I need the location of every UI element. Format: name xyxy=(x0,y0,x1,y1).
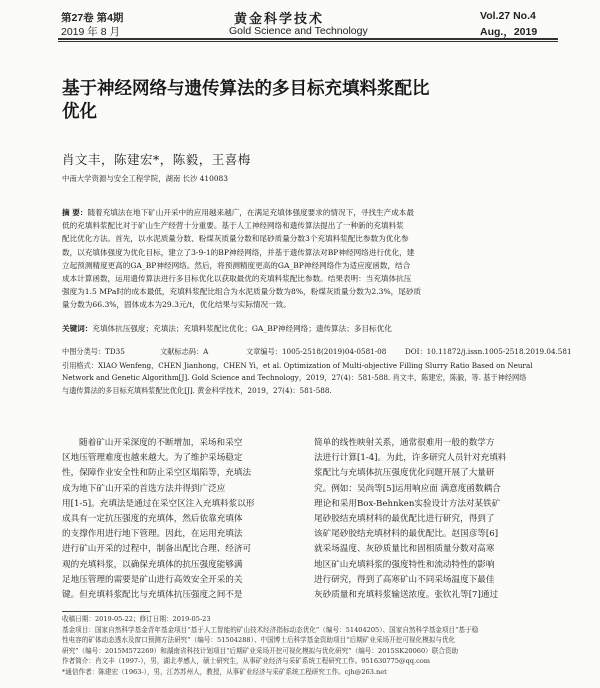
footnote-corresponding: *通信作者：陈建宏（1963-），男，江苏苏州人，教授，从事矿业经济与采矿系统工程研究工作。cjh@263.net xyxy=(62,667,387,676)
journal-title-cn: 黄金科学技术 xyxy=(234,12,325,27)
footnote-rule xyxy=(62,611,150,612)
body-line: 成为地下矿山开采的首选方法并得到广泛应 xyxy=(62,483,226,494)
keywords-label: 关键词： xyxy=(62,324,93,333)
body-line: 进行矿山开采的过程中，制备出配比合理、经济可 xyxy=(62,544,252,555)
citation-line: 与遗传算法的多目标充填料浆配比优化[J]. 黄金科学技术，2019，27(4)：581-588. xyxy=(62,385,332,395)
abstract-line: 成本计算函数，运用遗传算法进行多目标优化以获取最优的充填料浆配比参数。结果表明：当充填体抗压 xyxy=(62,274,412,284)
article-number: 文章编号：1005-2518(2019)04-0581-08 xyxy=(246,347,387,356)
footnote-received: 收稿日期：2019-05-22；修订日期：2019-05-23 xyxy=(62,615,211,623)
footnote-funding-cont: 研究”（编号：2015M572269）和湖南省科技计划项目“后期矿业采场开挖可视化模拟与优化研究”（编号：2015SK20060）联合资助 xyxy=(62,646,459,655)
abstract-line: 数，以充填体强度为优化目标，建立了3-9-1的BP神经网络，并基于遗传算法对BP神经网络进行优化，建 xyxy=(62,247,415,257)
keywords-text: 充填体抗压强度；充填法；充填料浆配比优化；GA_BP神经网络；遗传算法；多目标优化 xyxy=(92,324,392,333)
paper-title-line-2: 优化 xyxy=(62,102,97,122)
abstract-label: 摘 要： xyxy=(62,208,88,217)
body-line: 该矿尾砂胶结充填材料的最优配比。赵国彦等[6] xyxy=(314,529,499,540)
body-line: 足地压管理的需要是矿山进行高效安全开采的关 xyxy=(62,574,243,585)
date-en: Aug.，2019 xyxy=(480,26,538,38)
body-line: 观的充填料浆，以确保充填体的抗压强度能够满 xyxy=(62,559,243,570)
abstract-line: 立起预测精度更高的GA_BP神经网络。然后，将预测精度更高的GA_BP神经网络作为适应度函数，结合 xyxy=(62,260,411,270)
body-line: 理论和采用Box-Behnken实验设计方法对某铁矿 xyxy=(314,498,501,509)
keywords xyxy=(62,322,558,335)
body-line: 随着矿山开采深度的不断增加，采场和采空 xyxy=(79,438,243,448)
footnotes xyxy=(62,614,558,678)
body-line: 性，保障作业安全性和防止采空区塌陷等，充填法 xyxy=(62,468,252,479)
body-line: 法进行计算[1-4]。为此，许多研究人员针对充填料 xyxy=(314,453,507,464)
body-line: 进行研究，得到了高寒矿山不同采场温度下最佳 xyxy=(314,574,495,585)
body-line: 用[1-5]。充填法是通过在采空区注入充填料浆以形 xyxy=(62,498,255,509)
citation-line: 引用格式：XIAO Wenfeng，CHEN Jianhong，CHEN Yi，et al. Optimization of Multi-objective Filling Slurry Ratio Based on Neural xyxy=(62,361,533,370)
header-rule-thin xyxy=(58,41,558,42)
body-left-column xyxy=(62,436,300,603)
body-line: 尾砂胶结充填材料的最优配比进行研究，得到了 xyxy=(314,514,495,525)
body-line: 地区矿山充填料浆的强度特性和流动特性的影响 xyxy=(314,559,495,570)
body-line: 究。例如：吴尚等[5]运用响应面 满意度函数耦合 xyxy=(314,483,501,494)
abstract xyxy=(62,206,558,312)
header-rule xyxy=(58,38,558,40)
body-line: 键。但充填料浆配比与充填体抗压强度之间不是 xyxy=(62,590,243,601)
body-line: 就采场温度、灰砂质量比和固相质量分数对高寒 xyxy=(314,544,495,555)
body-line: 简单的线性映射关系，通常很难用一般的数学方 xyxy=(314,438,495,448)
footnote-funding-cont: 性电容的矿体动态透水及窗口预测方法研究”（编号：51504288）、中国博士后科学基金资助项目“后期矿业采场开挖可视化模拟与优化 xyxy=(62,636,456,645)
citation xyxy=(62,360,558,397)
clc-number: 中图分类号：TD35 xyxy=(62,347,125,356)
citation-line: Network and Genetic Algorithm[J]. Gold Science and Technology，2019，27(4)：581-588. 肖文丰，陈建宏，陈毅，等. 基于神经网络 xyxy=(62,373,527,383)
abstract-line: 强度为1.5 MPa时的成本最低，充填料浆配比组合为水泥质量分数为8%，粉煤灰质量分数为2.3%，尾砂质 xyxy=(62,287,422,297)
date-cn: 2019 年 8 月 xyxy=(61,26,120,38)
body-line: 灰砂质量和充填料浆输送浓度。张钦礼等[7]通过 xyxy=(314,590,499,601)
footnote-author-bio: 作者简介：肖文丰（1997-），男，湖北孝感人，硕士研究生，从事矿业经济与采矿系统工程研究工作。951630775@qq.com xyxy=(62,657,431,666)
body-line: 浆配比与充填体抗压强度优化问题开展了大量研 xyxy=(314,468,495,479)
journal-title-en: Gold Science and Technology xyxy=(229,25,368,37)
body-line: 成具有一定抗压强度的充填体，然后依靠充填体 xyxy=(62,514,243,525)
paper-title-line-1: 基于神经网络与遗传算法的多目标充填料浆配比 xyxy=(62,79,430,99)
body-right-column xyxy=(314,436,558,603)
doi: DOI：10.11872/j.issn.1005-2518.2019.04.581 xyxy=(405,347,572,356)
footnote-funding: 基金项目：国家自然科学基金青年基金项目“基于人工智能的矿山技术经济指标动态优化”（编号：51404205）、国家自然科学基金项目“基于稳 xyxy=(62,625,479,634)
volume-issue-en: Vol.27 No.4 xyxy=(480,10,536,22)
abstract-line: 量分数为66.3%，固体成本为29.3元/t，优化结果与实际情况一致。 xyxy=(62,300,291,310)
document-code: 文献标志码：A xyxy=(160,347,209,356)
abstract-line: 摘 要：随着充填法在地下矿山开采中的应用越来越广，在满足充填体强度要求的情况下，寻找生产成本最 xyxy=(62,208,414,217)
volume-issue-cn: 第27卷 第4期 xyxy=(61,12,124,24)
body-line: 的支撑作用进行地下管理。因此，在运用充填法 xyxy=(62,529,243,540)
affiliation: 中南大学资源与安全工程学院，湖南 长沙 410083 xyxy=(62,174,228,183)
abstract-line: 配比优化方法。首先，以水泥质量分数、粉煤灰质量分数和尾砂质量分数3个充填料浆配比参数为优化参 xyxy=(62,234,409,244)
authors: 肖文丰，陈建宏*，陈毅，王喜梅 xyxy=(62,152,251,167)
body-line: 区地压管理难度也越来越大。为了维护采场稳定 xyxy=(62,453,243,464)
abstract-line: 低的充填料浆配比对于矿山生产经营十分重要。基于人工神经网络和遗传算法提出了一种新的充填料浆 xyxy=(62,221,404,231)
